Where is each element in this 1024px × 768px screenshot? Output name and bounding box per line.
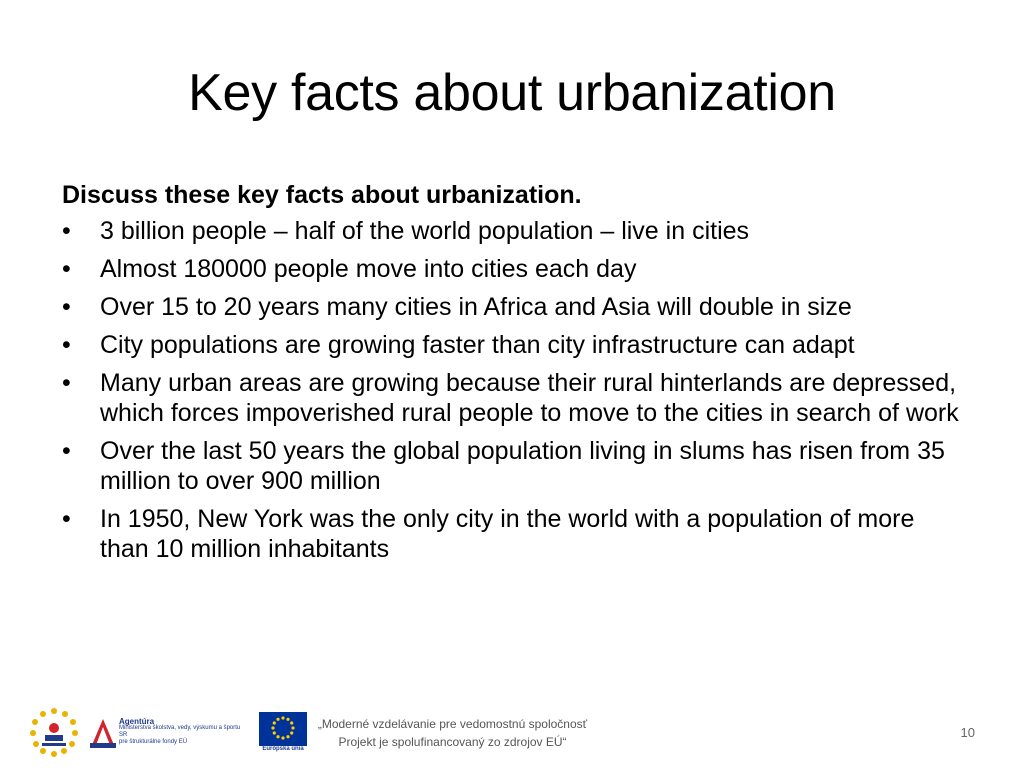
agency-line-1: Ministerstva školstva, vedy, výskumu a športu SR <box>119 725 241 738</box>
list-item <box>62 504 967 564</box>
project-line-1: „Moderné vzdelávanie pre vedomostnú spoločnosť <box>317 717 588 731</box>
slide-title: Key facts about urbanization <box>188 64 836 122</box>
bullet-icon: • <box>62 437 71 465</box>
bullet-icon: • <box>62 293 71 321</box>
fact-list <box>62 216 967 564</box>
bullet-icon: • <box>62 331 71 359</box>
eu-caption: Európska únia <box>262 746 304 752</box>
agency-name: Agentúra <box>119 717 155 726</box>
list-item <box>62 436 967 496</box>
agency-logo <box>90 715 249 749</box>
slide-body <box>62 180 967 572</box>
bullet-icon: • <box>62 255 71 283</box>
project-line-2: Projekt je spolufinancovaný zo zdrojov EÚ“ <box>338 735 567 749</box>
agency-line-2: pre štrukturálne fondy EÚ <box>119 739 188 745</box>
footer-logos <box>28 706 307 758</box>
fact-text: Over the last 50 years the global population living in slums has risen from 35 million to over 900 million <box>100 437 945 495</box>
page-number: 10 <box>960 725 975 740</box>
project-note <box>300 715 605 751</box>
intro-text: Discuss these key facts about urbanization. <box>62 181 582 209</box>
fact-text: Over 15 to 20 years many cities in Africa and Asia will double in size <box>100 293 852 321</box>
list-item <box>62 330 967 360</box>
list-item <box>62 368 967 428</box>
star-ring-icon <box>28 706 80 758</box>
fact-text: 3 billion people – half of the world population – live in cities <box>100 217 750 245</box>
bullet-icon: • <box>62 217 71 245</box>
bullet-icon: • <box>62 505 71 533</box>
list-item <box>62 216 967 246</box>
fact-text: City populations are growing faster than city infrastructure can adapt <box>100 331 855 359</box>
book-icon <box>90 715 116 749</box>
list-item <box>62 292 967 322</box>
fact-text: Almost 180000 people move into cities each day <box>100 255 637 283</box>
bullet-icon: • <box>62 369 71 397</box>
operational-program-education-logo <box>28 706 80 758</box>
fact-text: Many urban areas are growing because their rural hinterlands are depressed, which forces impoverished rural people to move to the cities in search of work <box>100 369 959 427</box>
fact-text: In 1950, New York was the only city in the world with a population of more than 10 million inhabitants <box>100 505 915 563</box>
list-item <box>62 254 967 284</box>
agency-text <box>119 718 249 746</box>
